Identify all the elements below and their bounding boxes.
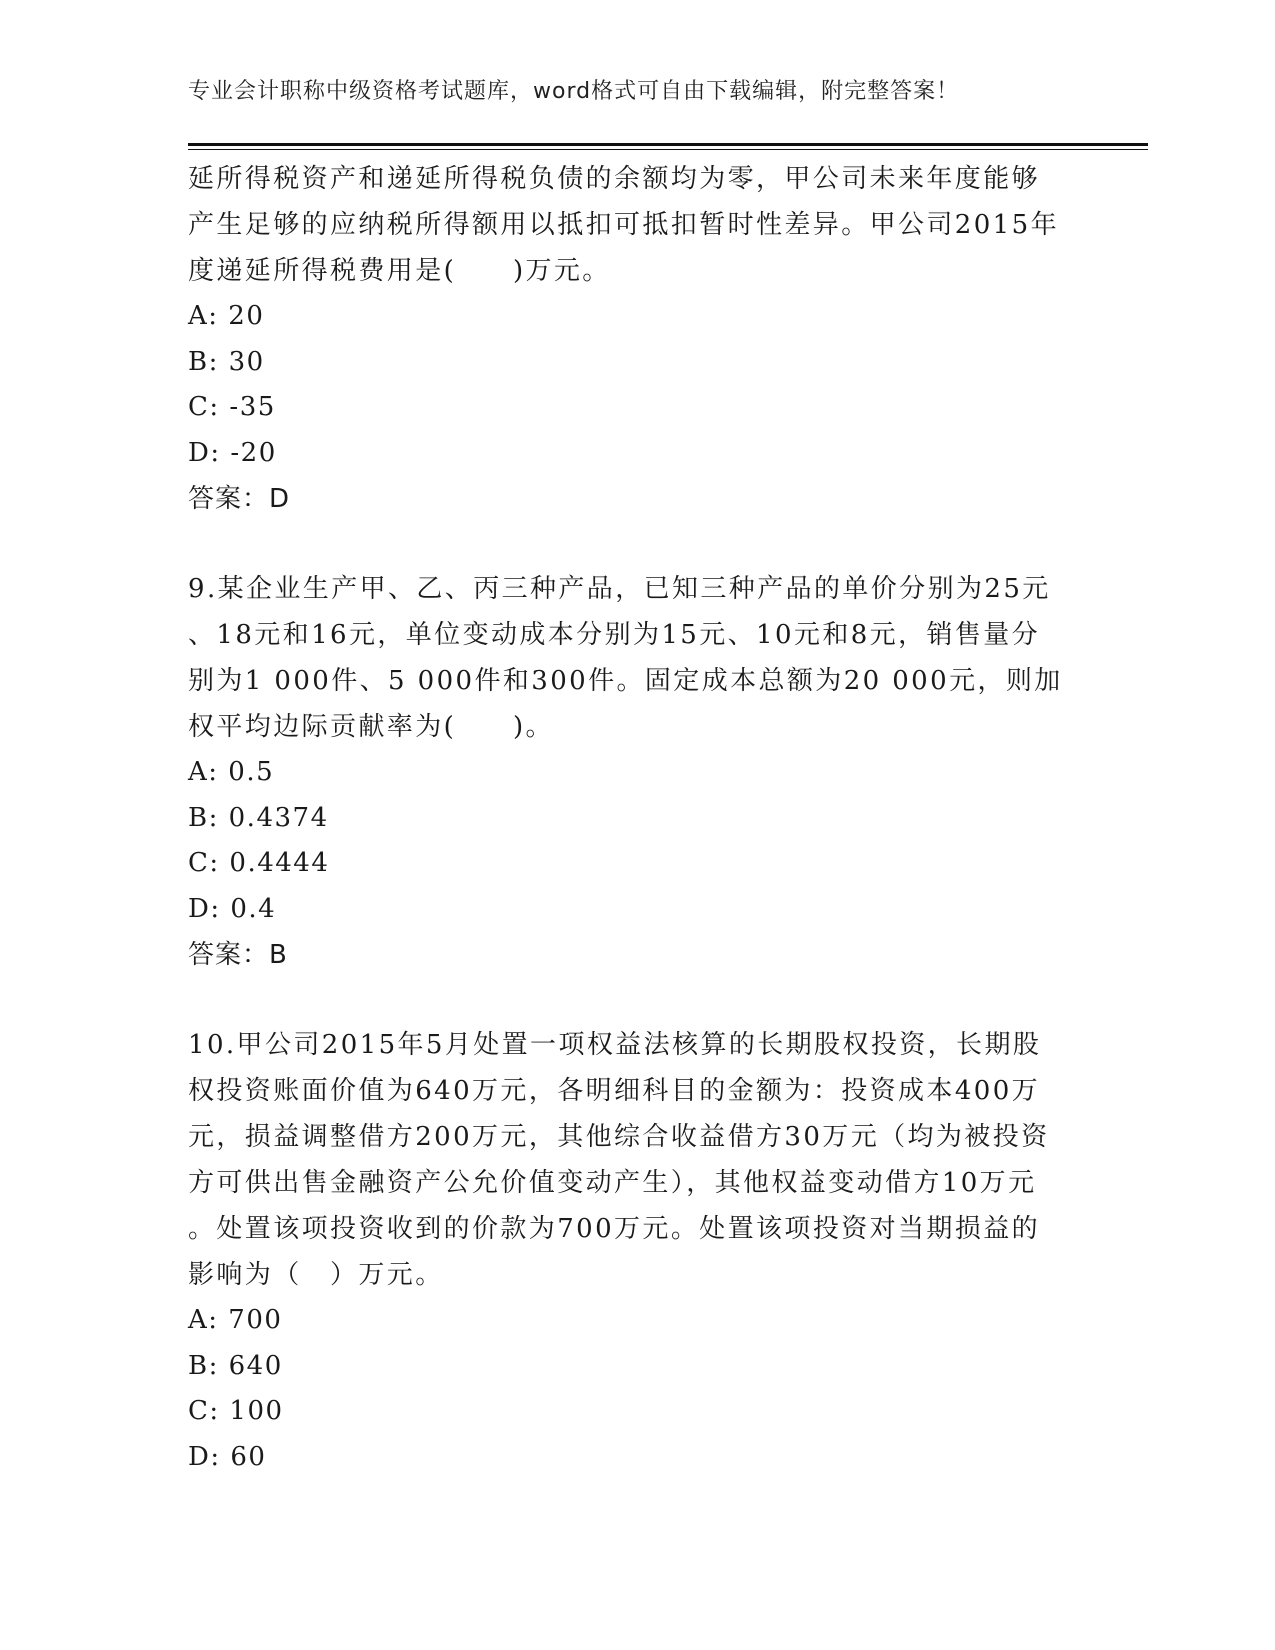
option-c: C: 100	[188, 1396, 284, 1426]
option-c: C: -35	[188, 392, 276, 422]
question-8	[188, 156, 1088, 522]
question-text-line: 产生足够的应纳税所得额用以抵扣可抵扣暂时性差异。甲公司2015年	[188, 210, 1059, 240]
question-text-line: 权投资账面价值为640万元，各明细科目的金额为：投资成本400万	[188, 1076, 1041, 1106]
answer: 答案：B	[188, 940, 288, 970]
question-10	[188, 1022, 1088, 1480]
option-a: A: 700	[188, 1305, 283, 1335]
spacer	[188, 522, 1088, 566]
option-b: B: 0.4374	[188, 802, 329, 833]
option-a: A: 20	[188, 301, 265, 331]
question-9	[188, 566, 1088, 978]
option-c: C: 0.4444	[188, 848, 330, 878]
answer: 答案：D	[188, 484, 291, 514]
option-b: B: 640	[188, 1350, 283, 1381]
option-b: B: 30	[188, 346, 265, 377]
question-text-line: 、18元和16元，单位变动成本分别为15元、10元和8元，销售量分	[188, 620, 1041, 650]
question-text-line: 延所得税资产和递延所得税负债的余额均为零，甲公司未来年度能够	[188, 164, 1041, 194]
question-text-line: 度递延所得税费用是( )万元。	[188, 256, 611, 286]
question-text-line: 别为1 000件、5 000件和300件。固定成本总额为20 000元，则加	[188, 666, 1063, 696]
option-a: A: 0.5	[188, 757, 275, 787]
page-header: 专业会计职称中级资格考试题库，word格式可自由下载编辑，附完整答案！	[188, 79, 960, 104]
option-d: D: 60	[188, 1441, 267, 1472]
question-text-line: 10.甲公司2015年5月处置一项权益法核算的长期股权投资，长期股	[188, 1030, 1042, 1060]
question-text-line: 。处置该项投资收到的价款为700万元。处置该项投资对当期损益的	[188, 1214, 1041, 1244]
question-text-line: 9.某企业生产甲、乙、丙三种产品，已知三种产品的单价分别为25元	[188, 574, 1051, 604]
spacer	[188, 978, 1088, 1022]
question-text-line: 权平均边际贡献率为( )。	[188, 712, 554, 742]
option-d: D: 0.4	[188, 893, 277, 924]
question-text-line: 影响为（ ）万元。	[188, 1260, 444, 1290]
question-text-line: 方可供出售金融资产公允价值变动产生），其他权益变动借方10万元	[188, 1168, 1037, 1198]
header-rule-thick	[188, 143, 1148, 146]
question-text-line: 元，损益调整借方200万元，其他综合收益借方30万元（均为被投资	[188, 1122, 1050, 1152]
header-rule-thin	[188, 149, 1148, 150]
option-d: D: -20	[188, 437, 277, 468]
question-list	[188, 156, 1088, 1480]
